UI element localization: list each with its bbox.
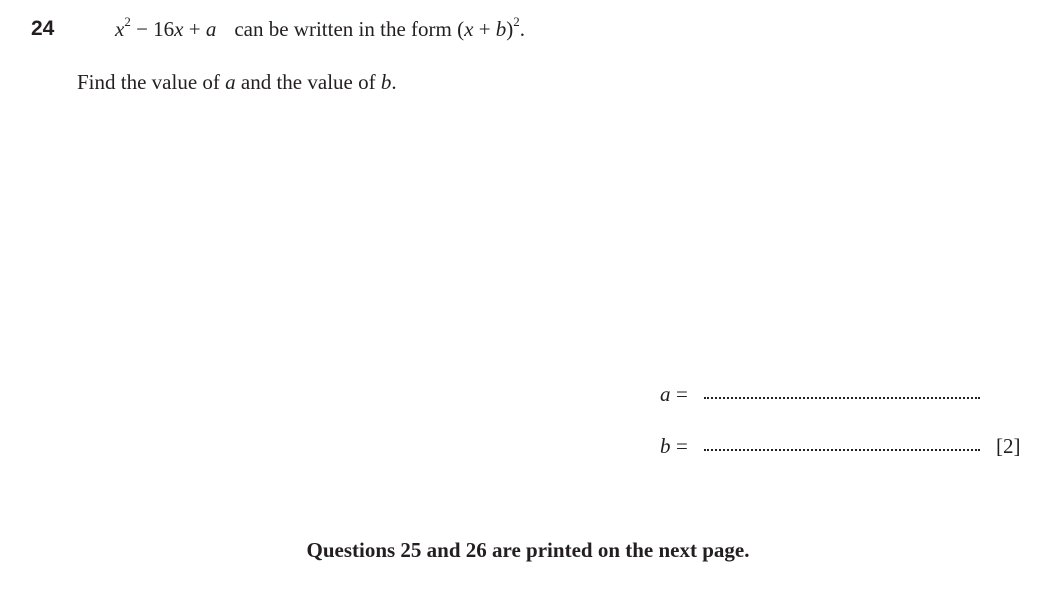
answer-line-a bbox=[660, 380, 980, 408]
form-close-paren: ) bbox=[506, 17, 514, 41]
footer-text: Questions 25 and 26 are printed on the next page. bbox=[306, 538, 750, 562]
question-number: 24 bbox=[31, 17, 55, 40]
expr-x-linear: x bbox=[174, 17, 184, 41]
answer-equals-b: = bbox=[676, 434, 688, 458]
answer-label-b: b bbox=[660, 434, 671, 458]
answer-label-a: a bbox=[660, 382, 671, 406]
expr-power: 2 bbox=[124, 14, 131, 29]
form-power: 2 bbox=[513, 14, 520, 29]
marks-label: [2] bbox=[996, 434, 1021, 458]
expr-x: x bbox=[115, 17, 125, 41]
stem-middle-text: can be written in the form bbox=[234, 17, 452, 41]
expr-minus-16: − 16 bbox=[130, 17, 175, 41]
completed-square-form bbox=[457, 14, 526, 41]
answer-line-b bbox=[660, 432, 980, 460]
question-instruction bbox=[77, 68, 397, 96]
page-footer bbox=[0, 536, 1056, 564]
expr-plus: + bbox=[183, 17, 206, 41]
question-stem bbox=[115, 15, 525, 46]
form-x: x bbox=[464, 17, 474, 41]
instruction-var-b: b bbox=[380, 70, 392, 94]
answer-equals-a: = bbox=[676, 382, 688, 406]
form-period: . bbox=[519, 17, 526, 41]
expr-a: a bbox=[205, 17, 217, 41]
instruction-var-a: a bbox=[225, 70, 236, 94]
form-plus: + bbox=[473, 17, 496, 41]
instruction-text-3: . bbox=[391, 70, 397, 94]
answer-field-b[interactable] bbox=[704, 435, 980, 451]
quadratic-expression bbox=[115, 14, 217, 41]
form-open-paren: ( bbox=[457, 17, 465, 41]
form-b: b bbox=[495, 17, 507, 41]
instruction-text-2: and the value of bbox=[235, 70, 381, 94]
answer-field-a[interactable] bbox=[704, 383, 980, 399]
instruction-text-1: Find the value of bbox=[77, 70, 226, 94]
